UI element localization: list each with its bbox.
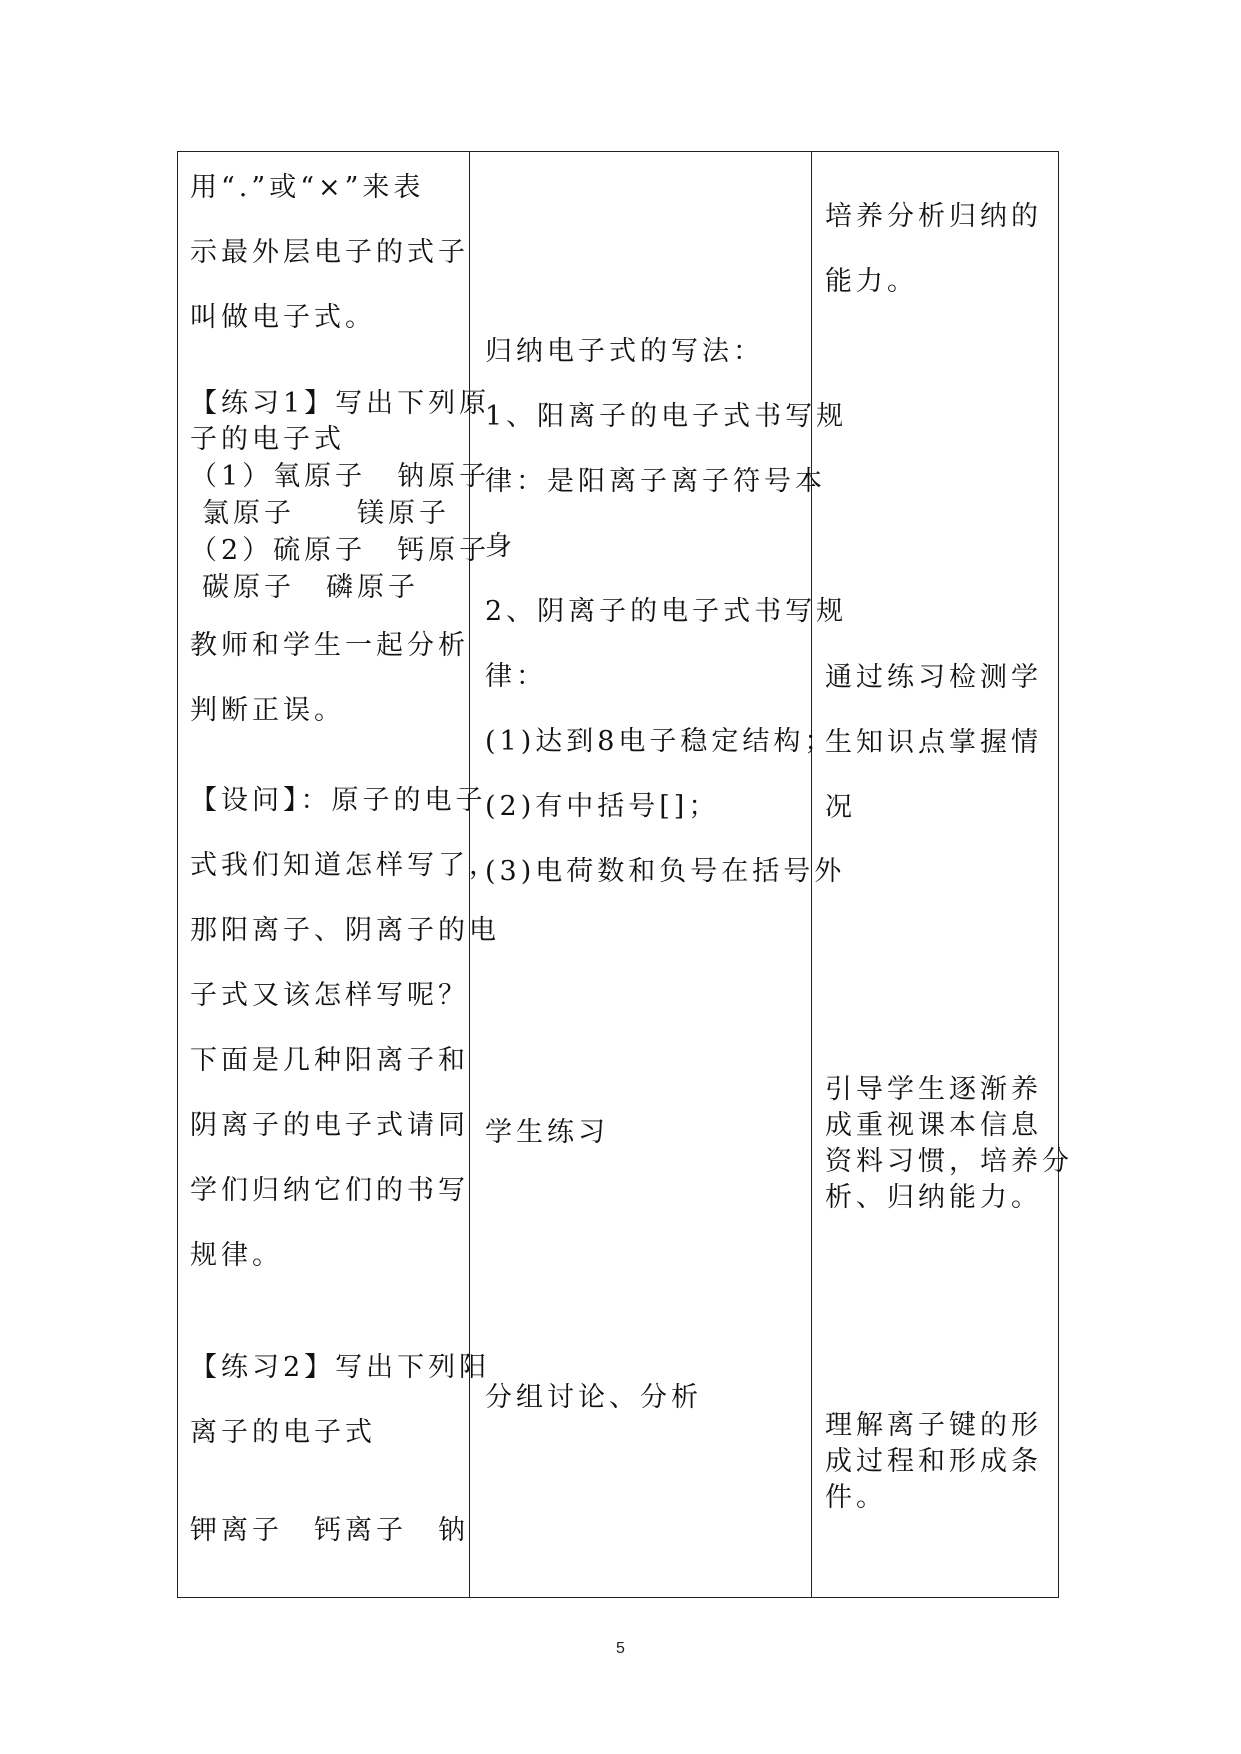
col1-line: 判断正误。: [190, 695, 345, 726]
col2-line: (1)达到8电子稳定结构；: [485, 726, 836, 757]
col3-line: 理解离子键的形: [825, 1410, 1042, 1441]
col1-line: 离子的电子式: [190, 1417, 376, 1448]
col3-line: 引导学生逐渐养: [825, 1074, 1042, 1105]
col2-line: (2)有中括号[]；: [485, 791, 720, 822]
col1-line: 用“.”或“×”来表: [190, 172, 425, 203]
col1-line: 规律。: [190, 1240, 283, 1271]
col1-line: 学们归纳它们的书写: [190, 1175, 469, 1206]
col1-line: （2）硫原子 钙原子: [190, 535, 491, 566]
col2-line: 1、阳离子的电子式书写规: [485, 401, 848, 432]
col1-line: 子的电子式: [190, 424, 345, 455]
col1-line: （1）氧原子 钠原子: [190, 461, 491, 492]
col1-line: 那阳离子、阴离子的电: [190, 915, 500, 946]
col3-line: 生知识点掌握情: [825, 727, 1042, 758]
col3-line: 件。: [825, 1482, 887, 1513]
col1-line: 【练习2】写出下列阳: [190, 1352, 491, 1383]
col1-line: 教师和学生一起分析: [190, 630, 469, 661]
col1-line: 子式又该怎样写呢？: [190, 980, 469, 1011]
col3-line: 通过练习检测学: [825, 662, 1042, 693]
lesson-plan-table: [177, 151, 1073, 1598]
col3-line: 况: [825, 792, 856, 823]
col3-line: 成过程和形成条: [825, 1446, 1042, 1477]
col2-line: 学生练习: [485, 1117, 609, 1148]
col3-line: 成重视课本信息: [825, 1110, 1042, 1141]
col2-line: (3)电荷数和负号在括号外: [485, 856, 846, 887]
col3-line: 资料习惯，培养分: [825, 1146, 1073, 1177]
page-number: 5: [616, 1640, 625, 1657]
col1-line: 式我们知道怎样写了，: [190, 850, 500, 881]
col2-line: 分组讨论、分析: [485, 1382, 702, 1413]
col2-line: 身: [485, 531, 516, 562]
col1-line: 【设问】：原子的电子: [190, 785, 487, 816]
col3-line: 培养分析归纳的: [825, 201, 1042, 232]
col3-line: 能力。: [825, 266, 918, 297]
col3-line: 析、归纳能力。: [825, 1182, 1042, 1213]
col2-line: 律：: [485, 661, 547, 692]
col1-line: 碳原子 磷原子: [202, 572, 419, 603]
col1-line: 下面是几种阳离子和: [190, 1045, 469, 1076]
col2-line: 归纳电子式的写法：: [485, 336, 764, 367]
col1-line: 示最外层电子的式子: [190, 237, 469, 268]
col1-line: 阴离子的电子式请同: [190, 1110, 469, 1141]
col2-line: 律：是阳离子离子符号本: [485, 466, 826, 497]
col1-line: 钾离子 钙离子 钠: [190, 1515, 469, 1546]
col1-line: 【练习1】写出下列原: [190, 388, 491, 419]
col2-line: 2、阴离子的电子式书写规: [485, 596, 848, 627]
col1-line: 氯原子 镁原子: [202, 498, 450, 529]
col1-line: 叫做电子式。: [190, 302, 376, 333]
